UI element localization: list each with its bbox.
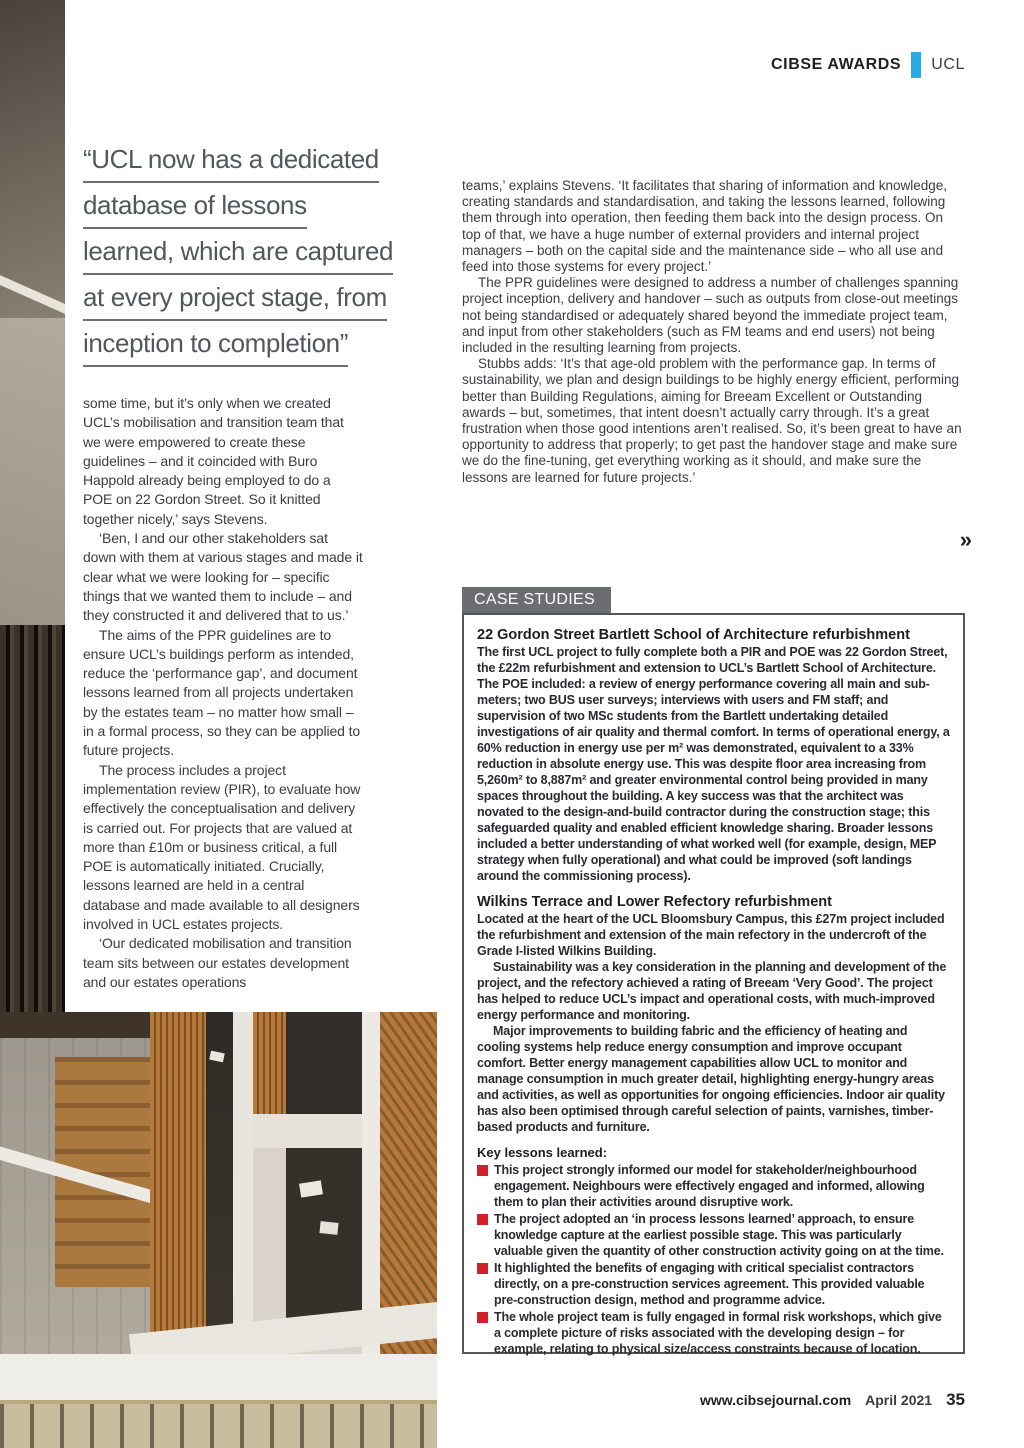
- list-item: [477, 1260, 950, 1308]
- case-study-paragraph: The first UCL project to fully complete both a PIR and POE was 22 Gordon Street, the £22m refurbishment and extension to UCL’s Bartlett School of Architecture. The POE included: a review of energy performance covering all main and sub-meters; two BUS user surveys; interviews with users and FM staff; and supervision of two MSc students from the Bartlett undertaking detailed investigations of air quality and thermal comfort. In terms of operational energy, a 60% reduction in energy use per m² was demonstrated, equivalent to a 33% reduction in absolute energy use. This was despite floor area increasing from 5,260m² to 8,887m² and greater environmental control being provided in many spaces throughout the building. A key success was that the architect was novated to the design-and-build contractor during the construction stage; this safeguarded quality and enabled efficient knowledge sharing. Broader lessons included a better understanding of what worked well (for example, design, MEP strategy when fully operational) and what could be improved (soft landings around the commissioning process).: [477, 645, 950, 883]
- list-item: [477, 1162, 950, 1210]
- left-body-column: [83, 394, 363, 992]
- case-study-paragraph: Major improvements to building fabric and the efficiency of heating and cooling systems help reduce energy consumption and improve occupant comfort. Better energy management capabilities allow UCL to monitor and manage consumption in much greater detail, highlighting energy-hungry areas and activities, as well as opportunities for ongoing efficiencies. Indoor air quality has also been optimised through careful selection of paints, varnishes, timber-based products and furniture.: [477, 1024, 945, 1134]
- key-lessons-heading: Key lessons learned:: [477, 1145, 608, 1160]
- red-square-bullet-icon: [477, 1214, 488, 1225]
- page-footer: [700, 1390, 965, 1410]
- footer-issue-date: April 2021: [865, 1392, 933, 1408]
- pull-quote-line: inception to completion”: [83, 328, 348, 367]
- red-square-bullet-icon: [477, 1165, 488, 1176]
- footer-page-number: 35: [946, 1390, 965, 1409]
- key-lesson-text: This project strongly informed our model for stakeholder/neighbourhood engagement. Neighbours were effectively engaged and informed, allowing them to plan their activities around disruptive work.: [494, 1163, 925, 1209]
- header-accent-bar: [911, 52, 921, 78]
- body-paragraph: teams,’ explains Stevens. ‘It facilitates that sharing of information and knowledge, creating standards and standardisation, and taking the lessons learned, following them through into operation, then feeding them back into the design process. On top of that, we have a huge number of external providers and internal project managers – both on the capital side and the maintenance side – who all use and feed into those systems for every project.’: [462, 178, 948, 275]
- pull-quote: [83, 144, 445, 374]
- photo-wall: [0, 318, 65, 628]
- right-body-column: [462, 178, 962, 486]
- pull-quote-line: “UCL now has a dedicated: [83, 144, 379, 183]
- spacer: [477, 884, 950, 894]
- key-lesson-text: The project adopted an ‘in process lessons learned’ approach, to ensure knowledge capture at the earliest possible stage. This was particularly valuable given the quantity of other construction activity going on at the time.: [494, 1212, 944, 1258]
- photo-atrium-interior: [0, 1012, 437, 1448]
- key-lesson-text: The whole project team is fully engaged in formal risk workshops, which give a complete picture of risks associated with the developing design – for example, relating to physical size/access constraints because of location.: [494, 1310, 942, 1356]
- photo-bottom-wood-wall: [0, 1400, 437, 1448]
- header-topic-label: UCL: [931, 56, 965, 73]
- page-header: [771, 52, 965, 78]
- pull-quote-line: learned, which are captured: [83, 236, 393, 275]
- red-square-bullet-icon: [477, 1263, 488, 1274]
- body-paragraph: some time, but it’s only when we created UCL’s mobilisation and transition team that we were empowered to create these guidelines – and it coincided with Buro Happold already being employed to do a POE on 22 Gordon Street. So it knitted together nicely,’ says Stevens.: [83, 395, 344, 527]
- photo-balustrade-slats: [0, 625, 65, 1060]
- red-square-bullet-icon: [477, 1312, 488, 1323]
- photo-desk-papers: [319, 1221, 338, 1235]
- photo-white-ledge: [0, 1354, 437, 1402]
- photo-office-window: [286, 1012, 362, 1114]
- body-paragraph: ‘Our dedicated mobilisation and transition team sits between our estates development and our estates operations: [83, 935, 352, 990]
- body-paragraph: The process includes a project implementation review (PIR), to evaluate how effectively the conceptualisation and delivery is carried out. For projects that are valued at more than £10m or business critical, a full POE is automatically initiated. Crucially, lessons learned are held in a central database and made available to all designers involved in UCL estates projects.: [83, 761, 361, 933]
- body-paragraph: Stubbs adds: ‘It’s that age-old problem with the performance gap. In terms of sustainability, we plan and design buildings to be highly energy efficient, performing better than Building Regulations, aiming for Breeam Excellent or Outstanding awards – but, sometimes, that intent doesn’t actually carry through. It’s a great frustration when those good intentions aren’t realised. So, it’s been great to have an opportunity to address that properly; to get past the handover stage and make sure we do the fine-tuning, get everything working as it should, and make sure the lessons are learned for future projects.’: [462, 356, 962, 485]
- case-study-title: 22 Gordon Street Bartlett School of Architecture refurbishment: [477, 627, 910, 643]
- body-paragraph: ‘Ben, I and our other stakeholders sat down with them at various stages and made it clear what we were looking for – specific things that we wanted them to include – and they constructed it and delivered that to us.’: [83, 530, 363, 624]
- key-lesson-text: It highlighted the benefits of engaging with critical specialist contractors directly, on a pre-construction services agreement. This provided valuable pre-construction design, method and programme advice.: [494, 1261, 925, 1307]
- photo-wood-slat-panel: [150, 1012, 206, 1347]
- case-studies-box: [462, 613, 965, 1354]
- continuation-chevrons-icon: »: [959, 527, 972, 552]
- body-paragraph: The PPR guidelines were designed to address a number of challenges spanning project inception, delivery and handover – such as outputs from close-out meetings not being standardised or adequately shared beyond the immediate project team, and input from other stakeholders (such as FM teams and end users) not being included in the resulting learning from projects.: [462, 275, 959, 356]
- case-study-title: Wilkins Terrace and Lower Refectory refurbishment: [477, 894, 832, 910]
- photo-office-window: [206, 1012, 233, 1347]
- pull-quote-line: database of lessons: [83, 190, 307, 229]
- list-item: [477, 1309, 950, 1357]
- photo-concrete-column: [233, 1012, 253, 1357]
- case-studies-tab: CASE STUDIES: [462, 587, 611, 613]
- case-study-paragraph: Sustainability was a key consideration in the planning and development of the project, and the refectory achieved a rating of Breeam ‘Very Good’. The project has helped to reduce UCL’s impact and operational costs, with much-improved energy performance and monitoring.: [477, 960, 947, 1022]
- header-section-label: CIBSE AWARDS: [771, 56, 902, 73]
- body-paragraph: The aims of the PPR guidelines are to ensure UCL’s buildings perform as intended, reduce the ‘performance gap’, and document lessons learned from all projects undertaken by the estates team – no matter how small – in a formal process, so they can be applied to future projects.: [83, 626, 361, 759]
- footer-website: www.cibsejournal.com: [699, 1392, 852, 1408]
- pull-quote-line: at every project stage, from: [83, 282, 387, 321]
- list-item: [477, 1211, 950, 1259]
- photo-concrete-column: [362, 1012, 380, 1357]
- case-study-paragraph: Located at the heart of the UCL Bloomsbury Campus, this £27m project included the refurbishment and extension of the main refectory in the undercroft of the Grade I-listed Wilkins Building.: [477, 912, 945, 958]
